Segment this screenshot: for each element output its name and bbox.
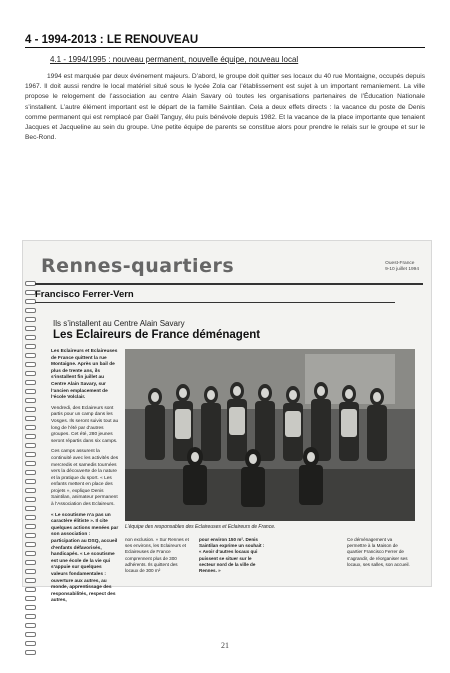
article-author: Francisco Ferrer-Vern	[35, 289, 395, 303]
article-left-column	[51, 349, 119, 609]
group-photo-drawing	[125, 349, 415, 521]
article-headline: Les Eclaireurs de France déménagent	[53, 329, 261, 341]
newspaper-clipping	[22, 240, 432, 604]
article-column: Ce déménagement va permettre à la Maison de quartier Francisco Ferrer de s’agrandir, de réorganiser ses locaux, ses salles, son accueil.	[347, 537, 410, 567]
group-photo	[125, 349, 415, 521]
article-column: pour environ 150 m². Denis Saintilan exprime un souhait : « Avoir d’autres locaux qui puissent se situer sur le secteur nord de la ville de Rennes. »	[199, 537, 265, 574]
article-paragraph: Vendredi, des Eclaireurs sont partis pour un camp dans les Vosges. Ils seront suivis tout au long de l’été par d’autres groupes. Cet été, 280 jeunes seront répartis dans six camps.	[51, 405, 119, 444]
subsection-title: 4.1 - 1994/1995 : nouveau permanent, nouvelle équipe, nouveau local	[50, 55, 299, 64]
section-title: 4 - 1994-2013 : LE RENOUVEAU	[25, 34, 425, 48]
photo-caption: L’équipe des responsables des Eclaireuses et Eclaireurs de France.	[125, 524, 276, 530]
body-paragraph: 1994 est marquée par deux événement majeurs. D’abord, le groupe doit quitter ses locaux du 40 rue Montaigne, occupés depuis 1967. Il doit aussi rendre le local matériel situé sous le lycée Zola car l’établissement est sujet à un important remaniement. La ville propose le relogement de l’association au centre Alain Savary où toutes les organisations partenaires de l’Éducation Nationale s’installent. L’autre élément important est le départ de la famille Saintilan. Cela a deux effets directs : la vacance du poste de Denis comme permanent qui est remplacé par Gaël Tanguy, élu puis bénévole depuis 1982. Et la vacance de la place importante que tenaient Jacques et Jacqueline au sein du groupe. Une petite équipe de parents se constitue alors pour prendre le relais sur le groupe et sur le Bec-Rond.	[25, 73, 425, 142]
newspaper-masthead	[35, 249, 423, 285]
article-column: non exclusion. » Sur Rennes et ses environs, les Eclaireurs et Eclaireuses de France comprennent plus de 300 adhérents. Ils quittent des locaux de 300 m²	[125, 537, 189, 574]
source-date: 9-10 juillet 1994	[385, 267, 419, 272]
article-paragraph: Ces camps assurent la continuité avec les activités des mercredis et samedis tournées vers la découverte de la nature et la pratique du sport. « Les enfants mettent en place des projets », explique Denis Saintilan, animateur permanent à l’Association des Eclaireurs.	[51, 449, 119, 508]
page-number: 21	[221, 641, 229, 650]
article-kicker: Ils s’installent au Centre Alain Savary	[53, 319, 185, 328]
article-paragraph: « Le scoutisme n’a pas un caractère élitiste ». Il cite quelques actions menées par son association : participation au DSQ, accueil d’enfants défavorisés, handicapés. « Le scoutisme est une école de la vie qui s’appuie sur quelques valeurs fondamentales : ouverture aux autres, au monde, apprentissage des responsabilités, respect des autres,	[51, 512, 119, 604]
newspaper-source	[385, 261, 419, 273]
article-bottom-columns	[125, 537, 417, 581]
masthead-title: Rennes-quartiers	[41, 255, 235, 277]
binding-spiral	[23, 281, 37, 581]
article-lede: Les Eclaireurs et Eclaireuses de France quittent la rue Montaigne. Après un bail de plus de trente ans, ils s’installent fin juillet au Centre Alain Savary, sur l’ancien emplacement de l’école Volclair.	[51, 349, 118, 401]
source-name: Ouest-France	[385, 261, 415, 266]
